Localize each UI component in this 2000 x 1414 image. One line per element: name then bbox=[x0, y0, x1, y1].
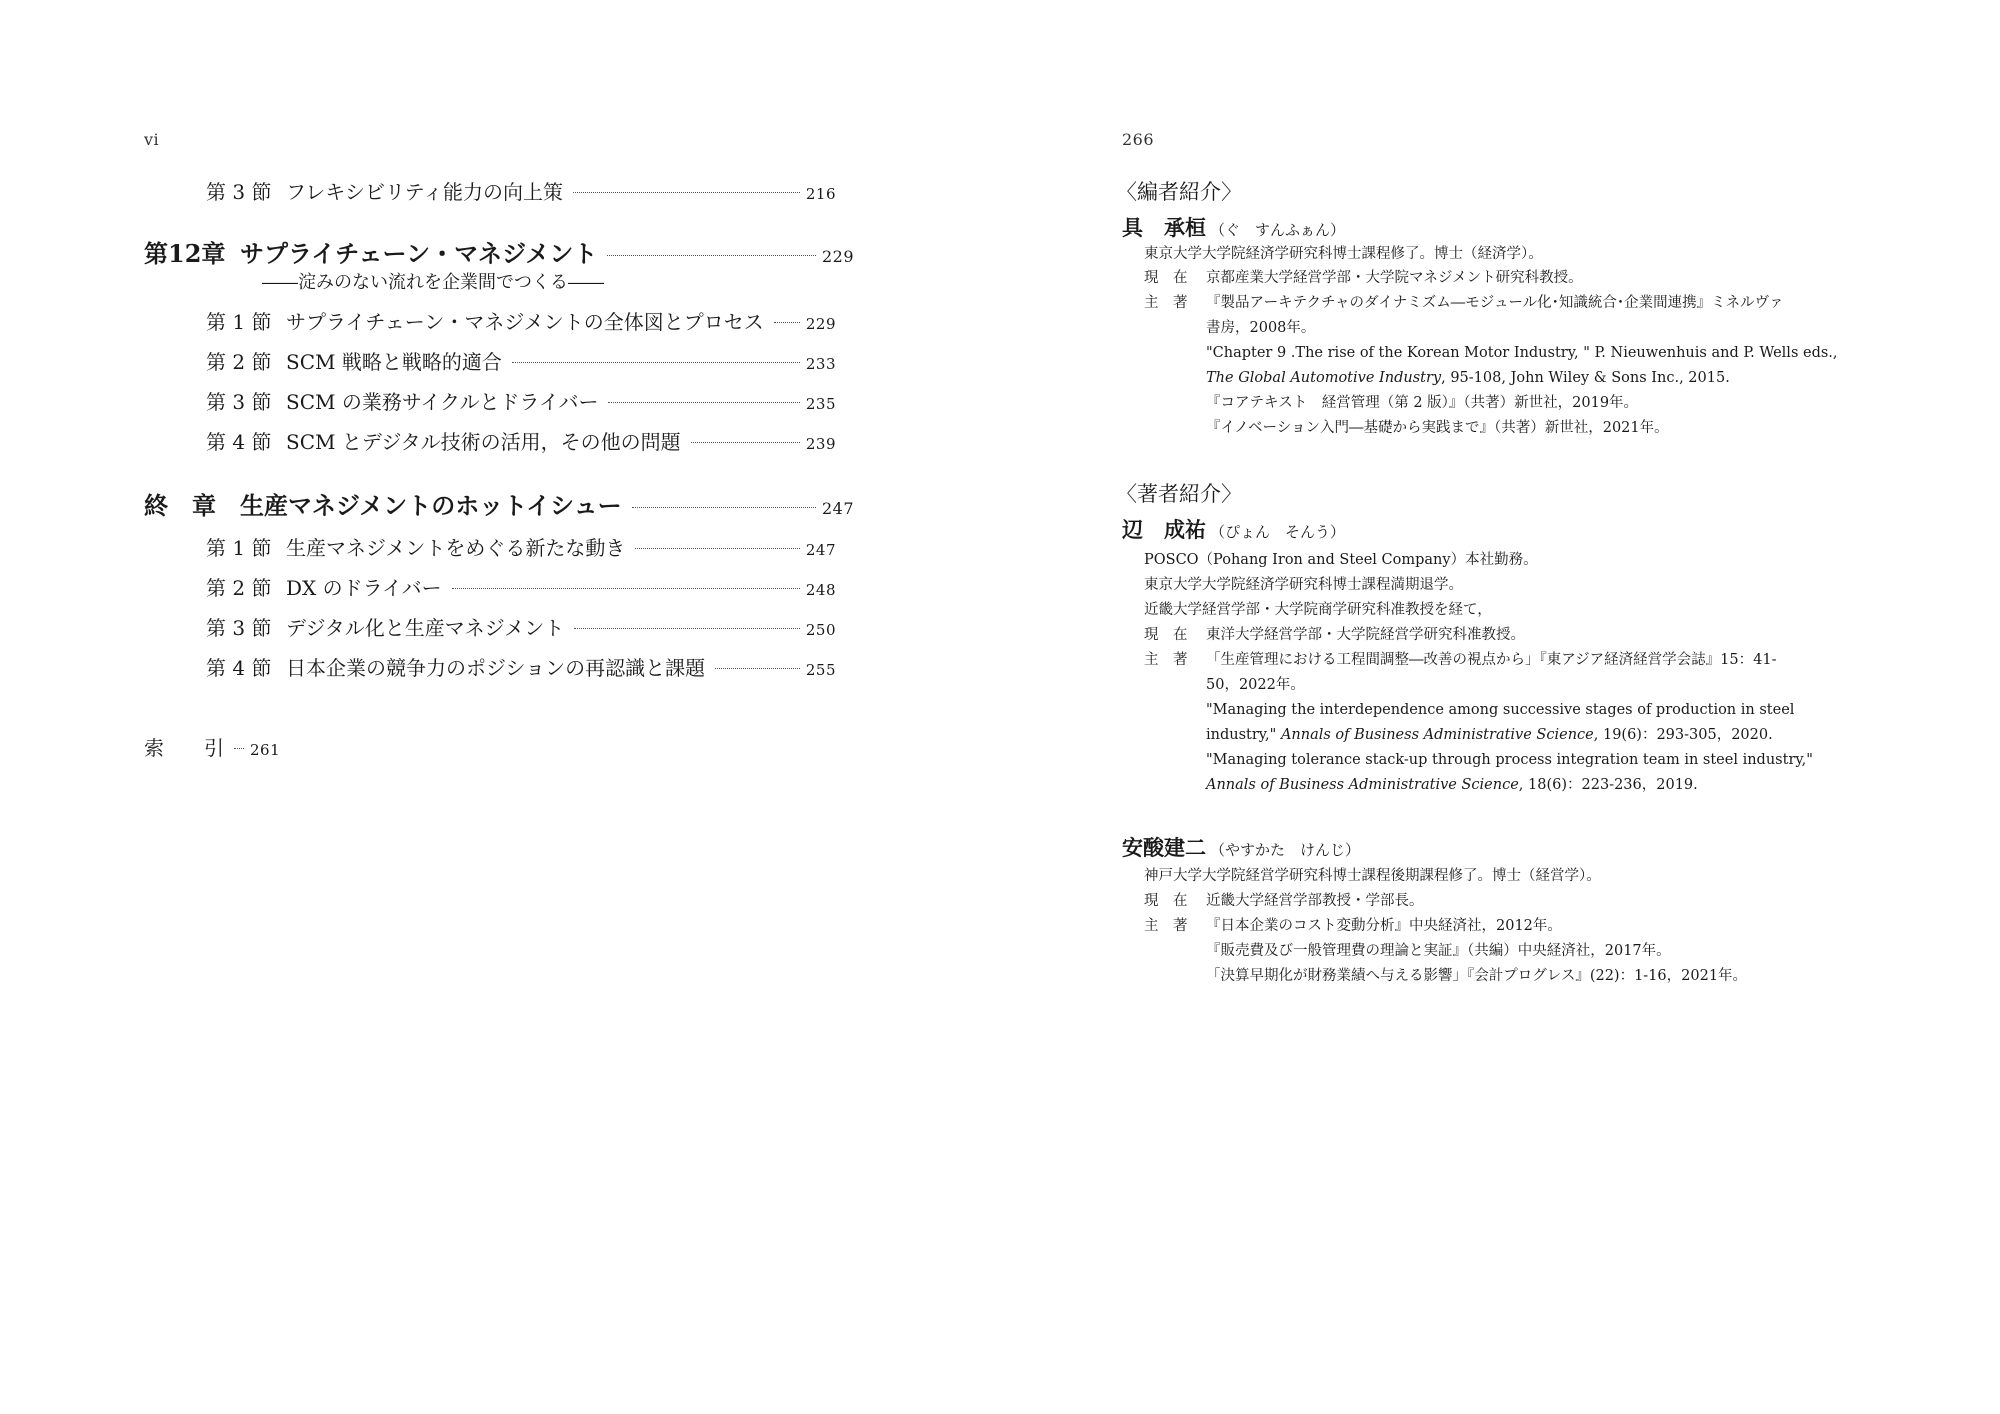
work-detail: industry," bbox=[1206, 727, 1281, 743]
toc-number: 第 2 節 bbox=[206, 350, 272, 374]
toc-leader bbox=[512, 362, 800, 363]
toc-leader bbox=[691, 442, 800, 443]
toc-entry bbox=[206, 306, 836, 336]
works-tag: 主 著 bbox=[1144, 918, 1188, 934]
toc-index bbox=[144, 732, 281, 761]
current-tag: 現 在 bbox=[1144, 270, 1188, 286]
toc-page: 261 bbox=[250, 741, 281, 759]
toc-leader bbox=[573, 192, 800, 193]
toc-chapter bbox=[144, 234, 854, 270]
toc-leader bbox=[608, 402, 799, 403]
profile-line: 神戸大学大学院経営学研究科博士課程後期課程修了。博士（経営学）。 bbox=[1144, 868, 1601, 884]
toc-number: 第 4 節 bbox=[206, 656, 272, 680]
toc-page: 250 bbox=[805, 621, 836, 639]
editor-heading: 〈編者紹介〉 bbox=[1116, 180, 1242, 204]
name-text: 辺 成祐 bbox=[1122, 517, 1206, 542]
toc-page: 247 bbox=[805, 541, 836, 559]
current-tag: 現 在 bbox=[1144, 893, 1188, 909]
toc-title: SCM 戦略と戦略的適合 bbox=[286, 350, 502, 374]
toc-number: 第 3 節 bbox=[206, 180, 272, 204]
toc-title: 生産マネジメントのホットイシュー bbox=[240, 491, 622, 520]
name-text: 具 承桓 bbox=[1122, 215, 1206, 240]
toc-leader bbox=[574, 628, 800, 629]
profile-line: 東京大学大学院経済学研究科博士課程修了。博士（経済学）。 bbox=[1144, 246, 1543, 262]
toc-leader bbox=[632, 507, 816, 508]
work-line: "Managing the interdependence among successive stages of production in steel bbox=[1206, 702, 1795, 718]
name-reading: （やすかた けんじ） bbox=[1210, 841, 1361, 859]
person-name bbox=[1122, 514, 1345, 544]
toc-page: 216 bbox=[805, 185, 836, 203]
toc-title: サプライチェーン・マネジメントの全体図とプロセス bbox=[286, 310, 764, 334]
toc-title: デジタル化と生産マネジメント bbox=[286, 616, 565, 640]
toc-entry bbox=[206, 612, 836, 642]
toc-chapter bbox=[144, 486, 854, 522]
toc-number: 第12章 bbox=[144, 239, 226, 268]
work-line: 『イノベーション入門―基礎から実践まで』（共著）新世社，2021年。 bbox=[1206, 420, 1669, 436]
journal-title: The Global Automotive Industry bbox=[1206, 370, 1442, 386]
work-line bbox=[1206, 725, 1773, 745]
chapter-subtitle: ――淀みのない流れを企業間でつくる―― bbox=[262, 272, 604, 293]
toc-leader bbox=[774, 322, 800, 323]
toc-title: フレキシビリティ能力の向上策 bbox=[286, 180, 563, 204]
toc-page: 239 bbox=[805, 435, 836, 453]
page-number: vi bbox=[144, 130, 160, 149]
toc-leader bbox=[607, 255, 816, 256]
toc-title: サプライチェーン・マネジメント bbox=[240, 239, 598, 268]
toc-page: 229 bbox=[821, 247, 854, 266]
profile-line: 東洋大学経営学部・大学院経営学研究科准教授。 bbox=[1206, 627, 1525, 643]
toc-entry bbox=[206, 652, 836, 682]
toc-entry bbox=[206, 532, 836, 562]
work-line bbox=[1206, 368, 1730, 388]
toc-page: 229 bbox=[805, 315, 836, 333]
toc-leader bbox=[452, 588, 800, 589]
toc-number: 第 3 節 bbox=[206, 616, 272, 640]
work-line: "Chapter 9 .The rise of the Korean Motor Industry, " P. Nieuwenhuis and P. Wells eds., bbox=[1206, 345, 1838, 361]
toc-page: 255 bbox=[805, 661, 836, 679]
toc-number: 終 章 bbox=[144, 491, 216, 520]
work-line: 「決算早期化が財務業績へ与える影響」『会計プログレス』(22)：1-16，2021年。 bbox=[1206, 968, 1748, 984]
work-line: 『日本企業のコスト変動分析』中央経済社，2012年。 bbox=[1206, 918, 1562, 934]
toc-entry bbox=[206, 176, 836, 206]
toc-number: 第 4 節 bbox=[206, 430, 272, 454]
toc-page: 248 bbox=[805, 581, 836, 599]
toc-page: 247 bbox=[821, 499, 854, 518]
person-name bbox=[1122, 212, 1345, 242]
toc-entry bbox=[206, 386, 836, 416]
person-name bbox=[1122, 832, 1360, 862]
toc-leader bbox=[715, 668, 800, 669]
work-line: 『コアテキスト 経営管理（第 2 版）』（共著）新世社，2019年。 bbox=[1206, 395, 1639, 411]
author-heading: 〈著者紹介〉 bbox=[1116, 482, 1242, 506]
right-page-profiles bbox=[1000, 0, 2000, 1414]
work-detail: , 18(6)：223-236，2019. bbox=[1518, 777, 1698, 793]
journal-title: Annals of Business Administrative Science bbox=[1206, 777, 1519, 793]
work-line bbox=[1206, 775, 1698, 795]
toc-number: 第 3 節 bbox=[206, 390, 272, 414]
toc-leader bbox=[234, 748, 244, 749]
name-reading: （ぐ すんふぁん） bbox=[1210, 221, 1346, 239]
toc-number: 第 2 節 bbox=[206, 576, 272, 600]
name-text: 安酸建二 bbox=[1122, 835, 1206, 860]
toc-entry bbox=[206, 426, 836, 456]
profile-line: 東京大学大学院経済学研究科博士課程満期退学。 bbox=[1144, 577, 1463, 593]
toc-number: 第 1 節 bbox=[206, 536, 272, 560]
toc-title: SCM とデジタル技術の活用，その他の問題 bbox=[286, 430, 681, 454]
work-line: 書房，2008年。 bbox=[1206, 320, 1316, 336]
works-tag: 主 著 bbox=[1144, 652, 1188, 668]
current-tag: 現 在 bbox=[1144, 627, 1188, 643]
work-detail: , 95-108, John Wiley & Sons Inc., 2015. bbox=[1441, 370, 1730, 386]
toc-entry bbox=[206, 346, 836, 376]
toc-title: SCM の業務サイクルとドライバー bbox=[286, 390, 599, 414]
toc-title: 生産マネジメントをめぐる新たな動き bbox=[286, 536, 626, 560]
profile-line: 近畿大学経営学部・大学院商学研究科准教授を経て， bbox=[1144, 602, 1492, 618]
journal-title: Annals of Business Administrative Science bbox=[1280, 727, 1594, 743]
works-tag: 主 著 bbox=[1144, 295, 1188, 311]
work-line: 50，2022年。 bbox=[1206, 677, 1305, 693]
profile-line: 近畿大学経営学部教授・学部長。 bbox=[1206, 893, 1424, 909]
profile-line: 京都産業大学経営学部・大学院マネジメント研究科教授。 bbox=[1206, 270, 1583, 286]
toc-title: DX のドライバー bbox=[286, 576, 442, 600]
profile-line: POSCO（Pohang Iron and Steel Company）本社勤務。 bbox=[1144, 552, 1538, 568]
toc-number: 第 1 節 bbox=[206, 310, 272, 334]
work-line: 『販売費及び一般管理費の理論と実証』（共編）中央経済社，2017年。 bbox=[1206, 943, 1671, 959]
toc-page: 233 bbox=[805, 355, 836, 373]
toc-entry bbox=[206, 572, 836, 602]
name-reading: （ぴょん そんう） bbox=[1210, 523, 1346, 541]
work-detail: , 19(6)：293-305，2020. bbox=[1593, 727, 1773, 743]
work-line: "Managing tolerance stack-up through process integration team in steel industry," bbox=[1206, 752, 1813, 768]
toc-number: 索 引 bbox=[144, 736, 224, 760]
toc-title: 日本企業の競争力のポジションの再認識と課題 bbox=[286, 656, 706, 680]
toc-leader bbox=[635, 548, 799, 549]
work-line: 『製品アーキテクチャのダイナミズム―モジュール化･知識統合･企業間連携』ミネルヴァ bbox=[1206, 295, 1784, 311]
page-number: 266 bbox=[1122, 130, 1155, 149]
work-line: 「生産管理における工程間調整―改善の視点から」『東アジア経済経営学会誌』15：41- bbox=[1206, 652, 1777, 668]
toc-page: 235 bbox=[805, 395, 836, 413]
